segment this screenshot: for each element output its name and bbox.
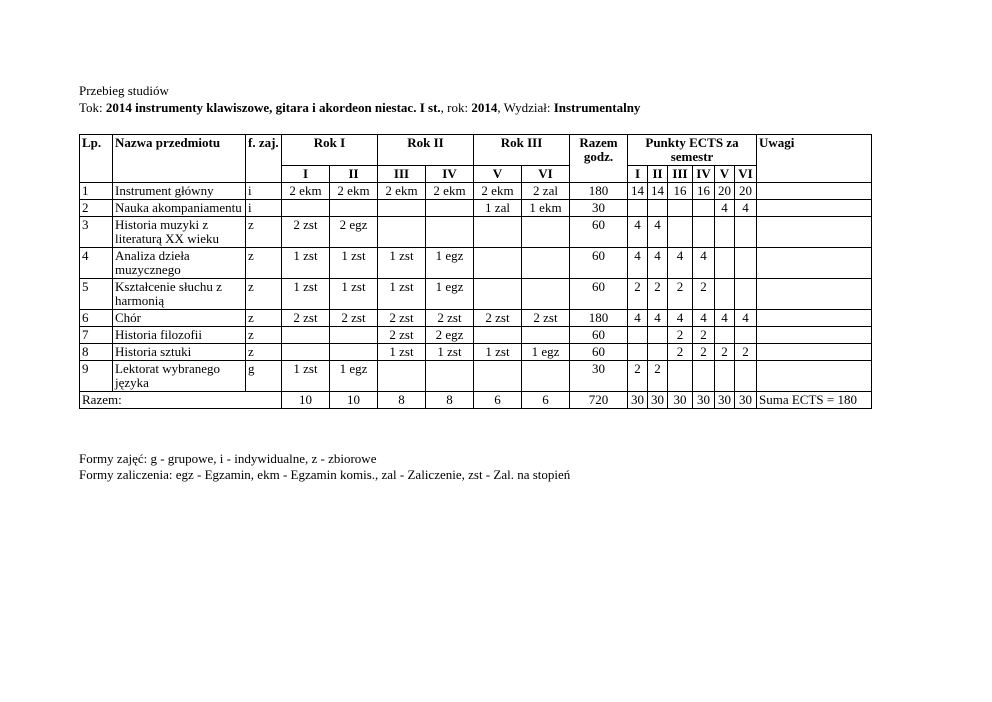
row-ects-value	[693, 200, 715, 217]
row-ects-value	[668, 361, 693, 392]
total-ects-value: 30	[648, 392, 668, 409]
row-ects-value: 4	[715, 310, 735, 327]
row-ects-value	[648, 200, 668, 217]
tok-value: 2014 instrumenty klawiszowe, gitara i akordeon niestac. I st.	[105, 100, 441, 115]
row-ects-value: 4	[648, 217, 668, 248]
row-semester-value	[282, 344, 330, 361]
table-row	[80, 279, 872, 310]
row-uwagi	[757, 310, 872, 327]
row-ects-value	[668, 200, 693, 217]
table-row	[80, 310, 872, 327]
row-semester-value	[522, 217, 570, 248]
row-semester-value	[426, 200, 474, 217]
row-semester-value	[426, 217, 474, 248]
row-semester-value	[474, 217, 522, 248]
row-semester-value	[522, 248, 570, 279]
row-subject-name: Chór	[113, 310, 246, 327]
row-semester-value	[474, 361, 522, 392]
row-semester-value: 1 egz	[426, 248, 474, 279]
row-ects-value: 14	[648, 183, 668, 200]
total-hours: 720	[570, 392, 628, 409]
semester-header: V	[474, 166, 522, 183]
semester-header: IV	[426, 166, 474, 183]
row-semester-value: 1 zst	[282, 361, 330, 392]
row-form: z	[246, 310, 282, 327]
row-ects-value	[628, 327, 648, 344]
table-row	[80, 327, 872, 344]
legend-formy-zaliczenia: Formy zaliczenia: egz - Egzamin, ekm - Egzamin komis., zal - Zaliczenie, zst - Zal. na stopień	[79, 467, 571, 482]
row-ects-value: 4	[628, 217, 648, 248]
wydzial-value: Instrumentalny	[553, 100, 641, 115]
row-ects-value: 2	[648, 361, 668, 392]
row-lp: 3	[80, 217, 113, 248]
row-ects-value: 2	[693, 327, 715, 344]
semester-header: III	[378, 166, 426, 183]
row-ects-value	[693, 361, 715, 392]
total-semester-value: 6	[474, 392, 522, 409]
row-semester-value: 1 zst	[378, 248, 426, 279]
row-subject-name: Historia sztuki	[113, 344, 246, 361]
total-semester-value: 6	[522, 392, 570, 409]
row-ects-value: 2	[693, 279, 715, 310]
row-uwagi	[757, 361, 872, 392]
row-semester-value: 1 ekm	[522, 200, 570, 217]
row-semester-value: 1 zst	[330, 279, 378, 310]
row-semester-value: 2 ekm	[474, 183, 522, 200]
row-semester-value: 2 zst	[426, 310, 474, 327]
row-ects-value	[735, 279, 757, 310]
total-ects-value: 30	[715, 392, 735, 409]
table-row	[80, 217, 872, 248]
total-semester-value: 8	[426, 392, 474, 409]
rok-label: , rok:	[440, 100, 472, 115]
row-semester-value	[330, 327, 378, 344]
legend	[79, 451, 570, 483]
row-ects-value	[715, 279, 735, 310]
ects-semester-header: III	[668, 166, 693, 183]
row-uwagi	[757, 327, 872, 344]
row-form: z	[246, 217, 282, 248]
total-uwagi: Suma ECTS = 180	[757, 392, 872, 409]
row-ects-value: 16	[693, 183, 715, 200]
ects-semester-header: VI	[735, 166, 757, 183]
row-subject-name: Nauka akompaniamentu	[113, 200, 246, 217]
row-ects-value	[648, 327, 668, 344]
semester-header: I	[282, 166, 330, 183]
row-semester-value	[330, 200, 378, 217]
row-semester-value: 1 zst	[378, 344, 426, 361]
row-semester-value: 2 ekm	[426, 183, 474, 200]
study-plan-table	[79, 134, 872, 409]
row-form: z	[246, 327, 282, 344]
row-semester-value	[522, 361, 570, 392]
col-ects-header: Punkty ECTS za semestr	[628, 135, 757, 166]
header-row-groups	[80, 135, 872, 166]
row-hours-total: 60	[570, 327, 628, 344]
row-hours-total: 30	[570, 200, 628, 217]
row-ects-value	[735, 248, 757, 279]
col-nazwa-header: Nazwa przedmiotu	[113, 135, 246, 183]
rok-group-header: Rok II	[378, 135, 474, 166]
row-semester-value: 2 zst	[522, 310, 570, 327]
row-lp: 5	[80, 279, 113, 310]
row-ects-value: 14	[628, 183, 648, 200]
row-ects-value: 2	[693, 344, 715, 361]
total-semester-value: 10	[330, 392, 378, 409]
row-ects-value: 2	[648, 279, 668, 310]
row-semester-value: 1 zst	[426, 344, 474, 361]
row-uwagi	[757, 217, 872, 248]
row-lp: 2	[80, 200, 113, 217]
row-form: z	[246, 279, 282, 310]
row-ects-value	[715, 217, 735, 248]
row-ects-value	[628, 344, 648, 361]
row-hours-total: 60	[570, 217, 628, 248]
row-lp: 4	[80, 248, 113, 279]
row-ects-value: 2	[735, 344, 757, 361]
ects-semester-header: IV	[693, 166, 715, 183]
row-semester-value: 2 ekm	[282, 183, 330, 200]
row-ects-value	[715, 361, 735, 392]
col-razem-header: Razem godz.	[570, 135, 628, 183]
row-semester-value: 2 zal	[522, 183, 570, 200]
rok-group-header: Rok III	[474, 135, 570, 166]
row-semester-value	[330, 344, 378, 361]
row-semester-value	[378, 200, 426, 217]
total-row	[80, 392, 872, 409]
row-subject-name: Analiza dzieła muzycznego	[113, 248, 246, 279]
row-ects-value	[648, 344, 668, 361]
wydzial-label: , Wydział:	[497, 100, 554, 115]
row-semester-value: 2 ekm	[378, 183, 426, 200]
row-subject-name: Instrument główny	[113, 183, 246, 200]
row-ects-value	[715, 327, 735, 344]
row-ects-value: 2	[668, 279, 693, 310]
row-ects-value: 2	[668, 344, 693, 361]
row-semester-value	[474, 248, 522, 279]
row-ects-value	[735, 217, 757, 248]
row-semester-value: 2 zst	[282, 217, 330, 248]
row-semester-value: 2 zst	[282, 310, 330, 327]
document-header	[79, 82, 640, 116]
row-ects-value: 4	[648, 248, 668, 279]
legend-formy-zajec: Formy zajęć: g - grupowe, i - indywidualne, z - zbiorowe	[79, 451, 377, 466]
row-semester-value: 2 zst	[378, 310, 426, 327]
row-subject-name: Historia filozofii	[113, 327, 246, 344]
row-semester-value: 1 zst	[378, 279, 426, 310]
row-semester-value: 2 egz	[426, 327, 474, 344]
row-form: z	[246, 248, 282, 279]
row-uwagi	[757, 200, 872, 217]
row-lp: 1	[80, 183, 113, 200]
row-ects-value: 4	[648, 310, 668, 327]
row-semester-value: 1 zst	[282, 248, 330, 279]
row-ects-value	[735, 327, 757, 344]
row-ects-value: 2	[715, 344, 735, 361]
row-semester-value: 2 zst	[474, 310, 522, 327]
col-uwagi-header: Uwagi	[757, 135, 872, 183]
row-ects-value: 2	[628, 361, 648, 392]
ects-semester-header: V	[715, 166, 735, 183]
row-ects-value: 4	[715, 200, 735, 217]
row-semester-value	[522, 279, 570, 310]
row-uwagi	[757, 279, 872, 310]
total-semester-value: 8	[378, 392, 426, 409]
row-form: z	[246, 344, 282, 361]
row-semester-value: 1 egz	[330, 361, 378, 392]
table-row	[80, 361, 872, 392]
ects-semester-header: I	[628, 166, 648, 183]
row-lp: 7	[80, 327, 113, 344]
total-ects-value: 30	[668, 392, 693, 409]
row-semester-value: 1 egz	[426, 279, 474, 310]
row-semester-value: 1 zst	[474, 344, 522, 361]
row-semester-value	[378, 217, 426, 248]
document-title: Przebieg studiów	[79, 83, 169, 98]
row-ects-value: 4	[668, 248, 693, 279]
total-ects-value: 30	[735, 392, 757, 409]
row-ects-value	[735, 361, 757, 392]
row-subject-name: Lektorat wybranego języka	[113, 361, 246, 392]
row-ects-value: 4	[628, 248, 648, 279]
row-semester-value: 1 zst	[282, 279, 330, 310]
col-fzaj-header: f. zaj.	[246, 135, 282, 183]
rok-group-header: Rok I	[282, 135, 378, 166]
row-hours-total: 180	[570, 310, 628, 327]
row-uwagi	[757, 344, 872, 361]
table-row	[80, 200, 872, 217]
row-ects-value: 4	[693, 310, 715, 327]
row-semester-value: 1 egz	[522, 344, 570, 361]
row-ects-value: 4	[668, 310, 693, 327]
row-ects-value: 4	[735, 200, 757, 217]
row-subject-name: Kształcenie słuchu z harmonią	[113, 279, 246, 310]
table-row	[80, 248, 872, 279]
row-ects-value	[628, 200, 648, 217]
row-semester-value	[474, 327, 522, 344]
row-form: g	[246, 361, 282, 392]
row-form: i	[246, 183, 282, 200]
tok-label: Tok:	[79, 100, 106, 115]
col-lp-header: Lp.	[80, 135, 113, 183]
row-semester-value	[378, 361, 426, 392]
total-label: Razem:	[80, 392, 282, 409]
rok-value: 2014	[471, 100, 498, 115]
row-hours-total: 60	[570, 279, 628, 310]
row-ects-value	[715, 248, 735, 279]
row-ects-value: 2	[628, 279, 648, 310]
row-subject-name: Historia muzyki z literaturą XX wieku	[113, 217, 246, 248]
row-semester-value	[426, 361, 474, 392]
row-semester-value: 2 zst	[330, 310, 378, 327]
row-ects-value	[668, 217, 693, 248]
row-semester-value	[282, 200, 330, 217]
semester-header: II	[330, 166, 378, 183]
row-ects-value: 2	[668, 327, 693, 344]
row-ects-value: 16	[668, 183, 693, 200]
row-ects-value: 20	[735, 183, 757, 200]
row-ects-value: 4	[735, 310, 757, 327]
row-ects-value: 4	[628, 310, 648, 327]
total-ects-value: 30	[693, 392, 715, 409]
row-uwagi	[757, 248, 872, 279]
row-hours-total: 30	[570, 361, 628, 392]
row-lp: 9	[80, 361, 113, 392]
row-lp: 6	[80, 310, 113, 327]
row-semester-value: 2 egz	[330, 217, 378, 248]
row-ects-value: 4	[693, 248, 715, 279]
program-line	[79, 99, 640, 116]
row-lp: 8	[80, 344, 113, 361]
row-semester-value	[522, 327, 570, 344]
row-form: i	[246, 200, 282, 217]
row-ects-value	[693, 217, 715, 248]
row-semester-value: 1 zst	[330, 248, 378, 279]
row-semester-value: 1 zal	[474, 200, 522, 217]
row-semester-value	[474, 279, 522, 310]
total-semester-value: 10	[282, 392, 330, 409]
row-semester-value: 2 ekm	[330, 183, 378, 200]
row-uwagi	[757, 183, 872, 200]
row-semester-value	[282, 327, 330, 344]
semester-header: VI	[522, 166, 570, 183]
row-semester-value: 2 zst	[378, 327, 426, 344]
table-row	[80, 344, 872, 361]
row-hours-total: 180	[570, 183, 628, 200]
ects-semester-header: II	[648, 166, 668, 183]
total-ects-value: 30	[628, 392, 648, 409]
row-hours-total: 60	[570, 248, 628, 279]
table-row	[80, 183, 872, 200]
row-ects-value: 20	[715, 183, 735, 200]
row-hours-total: 60	[570, 344, 628, 361]
